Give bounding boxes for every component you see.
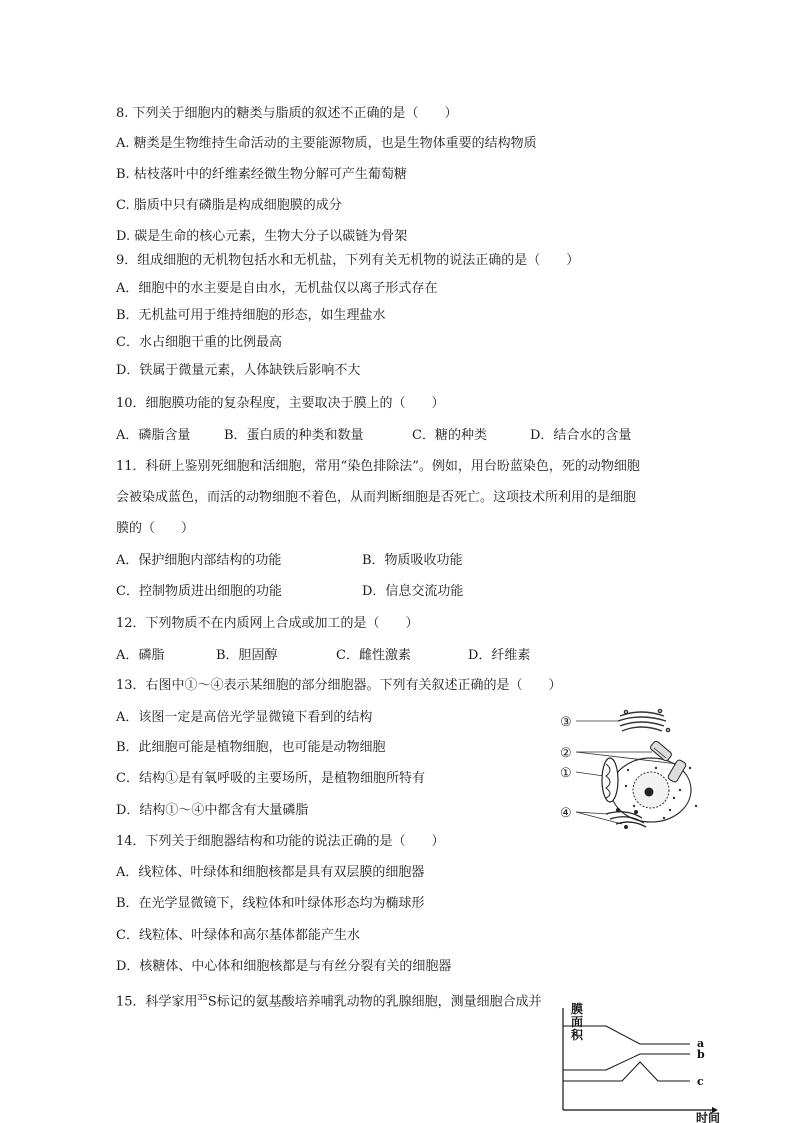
q11-option-b: B．物质吸收功能 — [362, 553, 463, 568]
q15-membrane-chart — [560, 1000, 730, 1123]
q11-option-d: D．信息交流功能 — [362, 584, 464, 599]
q10-option-b: B．蛋白质的种类和数量 — [224, 428, 364, 443]
y-label-1: 膜 — [571, 1002, 584, 1016]
q8-option-c: C. 脂质中只有磷脂是构成细胞膜的成分 — [116, 198, 342, 213]
q9-option-b: B．无机盐可用于维持细胞的形态，如生理盐水 — [116, 308, 386, 323]
q12-option-d: D．纤维素 — [468, 648, 531, 663]
curve-b — [563, 1054, 690, 1070]
q10-option-c: C．糖的种类 — [412, 428, 487, 443]
curve-label-b: b — [697, 1048, 705, 1061]
label-3: ③ — [560, 715, 572, 730]
q14-option-c: C．线粒体、叶绿体和高尔基体都能产生水 — [116, 928, 360, 943]
leader-line-1 — [576, 772, 604, 776]
q9-option-d: D．铁属于微量元素，人体缺铁后影响不大 — [116, 363, 361, 378]
q11-option-c: C．控制物质进出细胞的功能 — [116, 584, 282, 599]
q11-option-a: A．保护细胞内部结构的功能 — [116, 553, 282, 568]
nucleolus — [645, 788, 654, 797]
curve-label-c: c — [697, 1075, 704, 1088]
golgi-apparatus — [618, 709, 670, 731]
q13-option-d: D．结构①～④中都含有大量磷脂 — [116, 803, 309, 818]
q10-option-d: D．结合水的含量 — [530, 428, 632, 443]
q12-option-b: B．胆固醇 — [216, 648, 278, 663]
q15-stem-prefix: 15．科学家用 — [116, 994, 198, 1010]
x-label: 时间 — [696, 1111, 721, 1123]
q13-option-a: A．该图一定是高倍光学显微镜下看到的结构 — [116, 710, 373, 725]
q10-stem: 10．细胞膜功能的复杂程度，主要取决于膜上的（ ） — [116, 396, 445, 411]
endoplasmic-reticulum — [606, 809, 646, 829]
q12-option-c: C．雌性激素 — [336, 648, 411, 663]
q8-option-b: B. 枯枝落叶中的纤维素经微生物分解可产生葡萄糖 — [116, 167, 407, 182]
q9-option-a: A．细胞中的水主要是自由水，无机盐仅以离子形式存在 — [116, 281, 438, 296]
q15-stem — [116, 989, 542, 1011]
q8-option-d: D. 碳是生命的核心元素，生物大分子以碳链为骨架 — [116, 229, 408, 244]
q14-option-b: B．在光学显微镜下，线粒体和叶绿体形态均为椭球形 — [116, 896, 425, 911]
q14-option-d: D．核糖体、中心体和细胞核都是与有丝分裂有关的细胞器 — [116, 959, 452, 974]
q10-option-a: A．磷脂含量 — [116, 428, 191, 443]
y-label-2: 面 — [571, 1015, 584, 1029]
q13-option-b: B．此细胞可能是植物细胞，也可能是动物细胞 — [116, 740, 386, 755]
q11-stem-line1: 11．科研上鉴别死细胞和活细胞，常用“染色排除法”。例如，用台盼蓝染色，死的动物细胞 — [116, 459, 640, 474]
q15-stem-suffix: S标记的氨基酸培养哺乳动物的乳腺细胞，测量细胞合成并 — [207, 994, 542, 1010]
mitochondrion — [602, 758, 618, 802]
q15-superscript: 35 — [197, 993, 208, 1002]
cell-diagram — [556, 706, 706, 846]
q9-stem: 9．组成细胞的无机物包括水和无机盐，下列有关无机物的说法正确的是（ ） — [116, 253, 580, 268]
curve-c — [563, 1062, 690, 1081]
q14-stem: 14．下列关于细胞器结构和功能的说法正确的是（ ） — [116, 834, 445, 849]
label-1: ① — [560, 766, 572, 781]
q9-option-c: C．水占细胞干重的比例最高 — [116, 335, 282, 350]
q8-stem: 8. 下列关于细胞内的糖类与脂质的叙述不正确的是（ ） — [116, 106, 458, 121]
y-label-3: 积 — [571, 1028, 584, 1042]
q14-option-a: A．线粒体、叶绿体和细胞核都是具有双层膜的细胞器 — [116, 865, 425, 880]
curve-label-a: a — [697, 1037, 705, 1050]
q8-option-a: A. 糖类是生物维持生命活动的主要能源物质，也是生物体重要的结构物质 — [116, 136, 537, 151]
q13-cell-figure — [556, 706, 706, 846]
q11-stem-line3: 膜的（ ） — [116, 521, 195, 536]
label-4: ④ — [560, 806, 572, 821]
q12-option-a: A．磷脂 — [116, 648, 165, 663]
q13-option-c: C．结构①是有氧呼吸的主要场所，是植物细胞所特有 — [116, 771, 425, 786]
label-2: ② — [560, 746, 572, 761]
q11-stem-line2: 会被染成蓝色，而活的动物细胞不着色，从而判断细胞是否死亡。这项技术所利用的是细胞 — [116, 490, 637, 505]
q13-stem: 13．右图中①～④表示某细胞的部分细胞器。下列有关叙述正确的是（ ） — [116, 678, 562, 693]
q12-stem: 12．下列物质不在内质网上合成或加工的是（ ） — [116, 616, 419, 631]
membrane-area-chart — [560, 1000, 730, 1123]
